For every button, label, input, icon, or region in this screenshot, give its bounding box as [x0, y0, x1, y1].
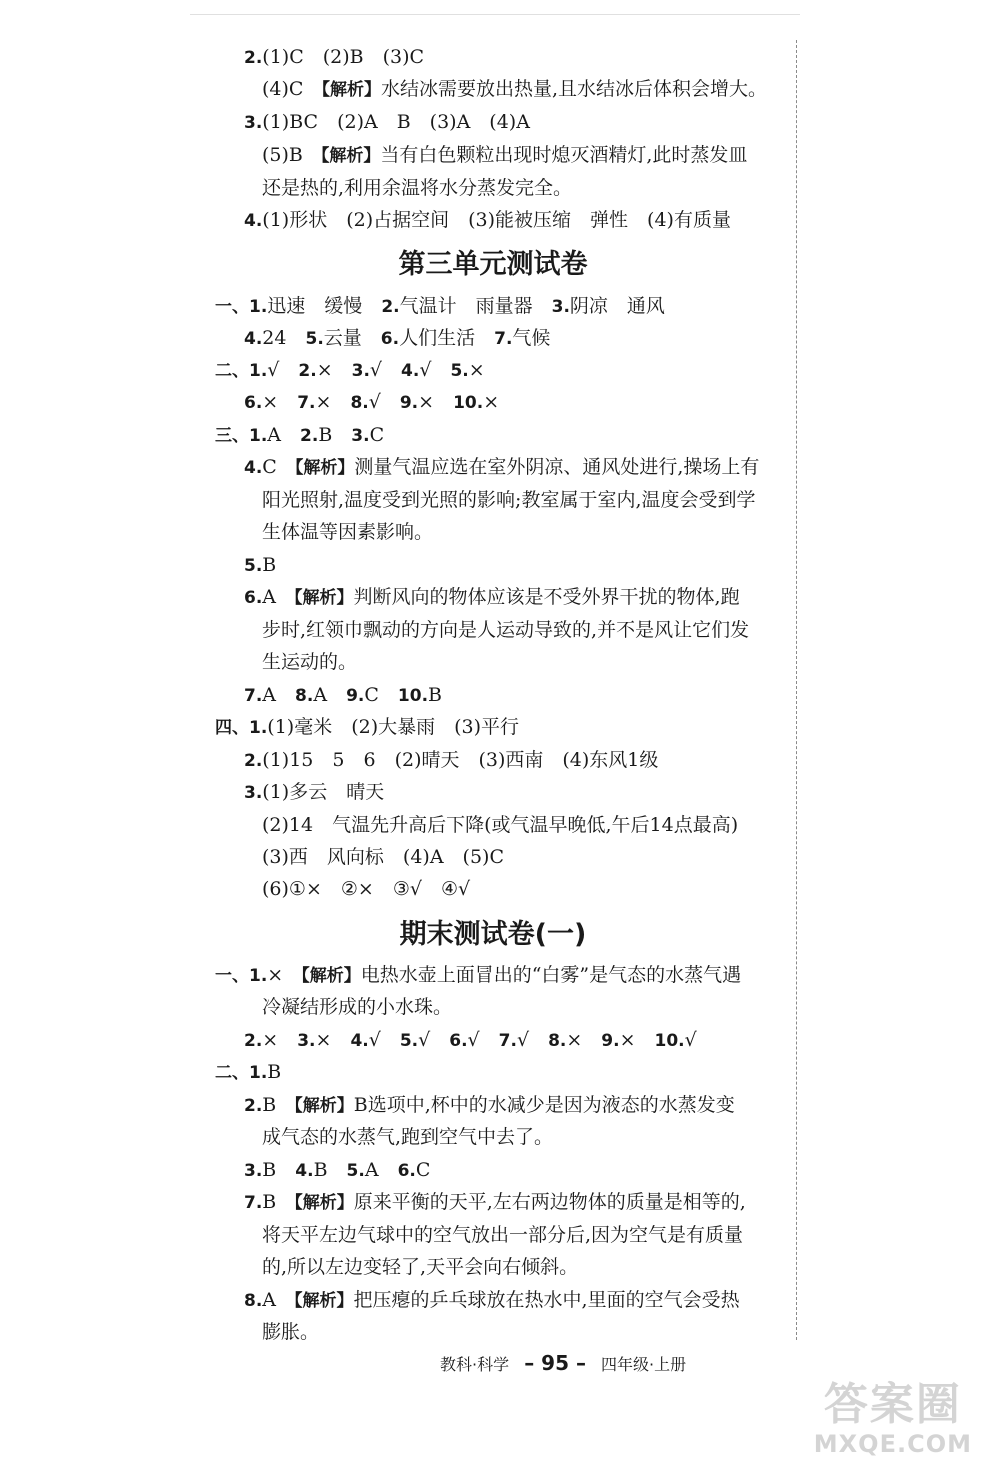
answer-text: √ — [368, 1029, 400, 1051]
answer-line — [244, 390, 499, 415]
answer-line — [244, 45, 424, 70]
answer-text: A — [262, 684, 296, 706]
analysis-text: 电热水壶上面冒出的“白雾”是气态的水蒸气遇 — [360, 964, 742, 986]
answer-text: √ — [516, 1029, 549, 1051]
question-number: 3. — [297, 1031, 316, 1051]
analysis-tag: 【解析】 — [292, 966, 361, 986]
answer-line — [262, 1125, 553, 1149]
question-number: 9. — [346, 686, 365, 706]
question-number: 7. — [244, 1193, 263, 1213]
answer-line — [262, 520, 433, 544]
analysis-text: B选项中,杯中的水减少是因为液态的水蒸发变 — [353, 1094, 735, 1116]
question-number: 8. — [350, 393, 369, 413]
answer-line — [262, 77, 767, 102]
answer-line — [262, 877, 470, 901]
answer-text: 成气态的水蒸气,跑到空气中去了。 — [262, 1126, 554, 1148]
answer-text: B — [262, 1094, 277, 1116]
answer-line — [262, 813, 738, 837]
section-heading: 期末测试卷(一) — [399, 919, 587, 950]
spacer — [303, 144, 313, 166]
answer-text: 气温计 雨量器 — [399, 295, 552, 317]
question-number: 6. — [244, 393, 263, 413]
answer-text: 生运动的。 — [262, 651, 358, 673]
answer-text: B — [313, 1159, 347, 1181]
answer-line — [244, 585, 740, 610]
answer-text: A — [262, 1289, 277, 1311]
answer-text: (4)C — [262, 78, 304, 100]
question-number: 6. — [397, 1161, 416, 1181]
question-number: 7. — [244, 686, 263, 706]
answer-text: A — [364, 1159, 398, 1181]
analysis-text: 水结冰需要放出热量,且水结冰后体积会增大。 — [380, 78, 767, 100]
question-number: 4. — [295, 1161, 314, 1181]
analysis-tag: 【解析】 — [286, 458, 355, 478]
question-number: 5. — [399, 1031, 419, 1051]
answer-text: 冷凝结形成的小水珠。 — [262, 996, 453, 1018]
section-number: 二、 — [215, 1063, 249, 1083]
answer-line — [244, 683, 442, 708]
answer-line — [244, 780, 384, 805]
spacer — [276, 586, 286, 608]
answer-text: 云量 — [323, 327, 381, 349]
answer-text: 迅速 缓慢 — [267, 295, 382, 317]
question-number: 7. — [494, 329, 513, 349]
answer-text: × — [267, 964, 284, 986]
answer-line — [244, 1028, 697, 1053]
answer-text: (1)BC (2)A B (3)A (4)A — [262, 111, 530, 133]
answer-line — [215, 358, 485, 383]
answer-line — [215, 423, 384, 448]
question-number: 5. — [346, 1161, 365, 1181]
answer-text: B — [262, 1159, 296, 1181]
question-number: 9. — [399, 393, 419, 413]
answer-line — [215, 294, 665, 319]
answer-line — [262, 488, 755, 512]
question-number: 6. — [449, 1031, 468, 1051]
question-number: 6. — [244, 588, 263, 608]
answer-text: A — [313, 684, 347, 706]
answer-line — [262, 618, 749, 642]
question-number: 10. — [397, 686, 429, 706]
question-number: 3. — [551, 297, 570, 317]
answer-line — [215, 715, 519, 740]
question-number: 2. — [381, 297, 400, 317]
answer-line — [262, 845, 504, 869]
answer-text: √ — [369, 359, 402, 381]
analysis-text: 当有白色颗粒出现时熄灭酒精灯,此时蒸发皿 — [380, 144, 748, 166]
answer-text: B — [262, 1191, 277, 1213]
analysis-tag: 【解析】 — [285, 1291, 354, 1311]
answer-text: 将天平左边气球中的空气放出一部分后,因为空气是有质量 — [262, 1224, 744, 1246]
answer-line — [244, 553, 276, 578]
answer-text: (3)西 风向标 (4)A (5)C — [262, 846, 504, 868]
answer-line — [262, 176, 572, 200]
spacer — [276, 1289, 286, 1311]
answer-text: √ — [368, 391, 400, 413]
spacer — [276, 1191, 286, 1213]
answer-line — [262, 650, 357, 674]
answer-line — [244, 1093, 735, 1118]
answer-text: C — [415, 1159, 431, 1181]
answer-text: 阴凉 通风 — [569, 295, 665, 317]
question-number: 1. — [249, 361, 268, 381]
question-number: 5. — [305, 329, 324, 349]
question-number: 3. — [351, 426, 370, 446]
question-number: 2. — [298, 361, 317, 381]
answer-text: A — [267, 424, 301, 446]
answer-text: B — [262, 554, 277, 576]
answer-text: B — [318, 424, 352, 446]
answer-line — [215, 1060, 281, 1085]
question-number: 3. — [244, 1161, 263, 1181]
page-footer — [440, 1352, 686, 1376]
question-number: 4. — [244, 458, 263, 478]
answer-line — [244, 208, 731, 233]
analysis-text: 原来平衡的天平,左右两边物体的质量是相等的, — [353, 1191, 746, 1213]
question-number: 3. — [244, 783, 263, 803]
watermark — [814, 1380, 972, 1458]
answer-text: (2)14 气温先升高后下降(或气温早晚低,午后14点最高) — [262, 814, 739, 836]
question-number: 5. — [244, 556, 263, 576]
answer-text: 的,所以左边变轻了,天平会向右倾斜。 — [262, 1256, 579, 1278]
answer-text: × — [483, 391, 500, 413]
answer-text: × — [418, 391, 454, 413]
answer-line — [244, 1190, 746, 1215]
answer-text: B — [428, 684, 442, 706]
answer-text: × — [262, 1029, 298, 1051]
answer-text: 膨胀。 — [262, 1321, 320, 1343]
answer-text: (1)多云 晴天 — [262, 781, 385, 803]
answer-line — [244, 748, 658, 773]
spacer — [303, 78, 313, 100]
answer-text: 阳光照射,温度受到光照的影响;教室属于室内,温度会受到学 — [262, 489, 756, 511]
answer-line — [244, 455, 759, 480]
answer-text: (1)毫米 (2)大暴雨 (3)平行 — [267, 716, 520, 738]
question-number: 5. — [450, 361, 469, 381]
answer-text: C — [364, 684, 398, 706]
answer-line — [215, 963, 741, 988]
answer-text: √ — [684, 1029, 697, 1051]
answer-line — [244, 326, 550, 351]
answer-text: × — [619, 1029, 655, 1051]
answer-text: (5)B — [262, 144, 303, 166]
column-divider — [796, 40, 797, 1340]
question-number: 4. — [401, 361, 420, 381]
answer-text: (1)C (2)B (3)C — [262, 46, 425, 68]
question-number: 9. — [601, 1031, 620, 1051]
answer-text: √ — [418, 1029, 450, 1051]
analysis-tag: 【解析】 — [312, 80, 381, 100]
question-number: 1. — [249, 1063, 268, 1083]
section-number: 二、 — [215, 361, 249, 381]
watermark-url: MXQE.COM — [813, 1430, 972, 1458]
question-number: 2. — [244, 751, 263, 771]
analysis-tag: 【解析】 — [285, 1096, 354, 1116]
answer-line — [244, 110, 530, 135]
question-number: 2. — [300, 426, 319, 446]
question-number: 1. — [249, 297, 268, 317]
spacer — [276, 1094, 286, 1116]
question-number: 4. — [350, 1031, 369, 1051]
question-number: 1. — [249, 718, 268, 738]
answer-line — [262, 143, 747, 168]
watermark-logo: 答案圈 — [823, 1379, 962, 1430]
answer-text: 气候 — [512, 327, 551, 349]
section-number: 四、 — [215, 718, 249, 738]
answer-line — [262, 1223, 743, 1247]
section-heading: 第三单元测试卷 — [398, 249, 588, 280]
answer-text: 还是热的,利用余温将水分蒸发完全。 — [262, 177, 573, 199]
answer-line — [262, 1255, 578, 1279]
question-number: 1. — [249, 426, 268, 446]
answer-text: C — [262, 456, 277, 478]
footer-subject: 教科·科学 — [440, 1355, 510, 1374]
answer-text: √ — [419, 359, 451, 381]
answer-text: 人们生活 — [399, 327, 495, 349]
answer-line — [262, 995, 452, 1019]
section-number: 一、 — [215, 966, 249, 986]
question-number: 7. — [498, 1031, 517, 1051]
section-number: 三、 — [215, 426, 249, 446]
answer-text: × — [262, 391, 298, 413]
answer-text: 生体温等因素影响。 — [262, 521, 434, 543]
answer-text: (6)①× ②× ③√ ④√ — [262, 878, 471, 900]
answer-text: 24 — [262, 327, 306, 349]
answer-text: B — [267, 1061, 282, 1083]
question-number: 10. — [453, 393, 484, 413]
question-number: 8. — [295, 686, 314, 706]
question-number: 7. — [297, 393, 316, 413]
answer-text: C — [369, 424, 385, 446]
answer-text: √ — [467, 1029, 499, 1051]
question-number: 3. — [244, 113, 263, 133]
analysis-text: 判断风向的物体应该是不受外界干扰的物体,跑 — [353, 586, 740, 608]
question-number: 2. — [244, 1096, 263, 1116]
analysis-tag: 【解析】 — [312, 146, 381, 166]
page-top-border — [190, 0, 800, 15]
question-number: 8. — [244, 1291, 263, 1311]
answer-text: × — [315, 391, 351, 413]
question-number: 6. — [380, 329, 400, 349]
question-number: 4. — [244, 329, 263, 349]
question-number: 1. — [249, 966, 268, 986]
analysis-tag: 【解析】 — [285, 1193, 354, 1213]
question-number: 2. — [244, 48, 263, 68]
analysis-text: 把压瘪的乒乓球放在热水中,里面的空气会受热 — [353, 1289, 740, 1311]
question-number: 4. — [244, 211, 263, 231]
answer-text: × — [468, 359, 485, 381]
answer-text: × — [566, 1029, 602, 1051]
question-number: 2. — [244, 1031, 263, 1051]
question-number: 10. — [654, 1031, 685, 1051]
question-number: 3. — [351, 361, 370, 381]
footer-grade: 四年级·上册 — [601, 1355, 687, 1374]
analysis-tag: 【解析】 — [285, 588, 354, 608]
answer-text: × — [315, 1029, 351, 1051]
answer-text: √ — [267, 359, 299, 381]
answer-text: 步时,红领巾飘动的方向是人运动导致的,并不是风让它们发 — [262, 619, 750, 641]
page-number: – 95 – — [524, 1351, 586, 1375]
analysis-text: 测量气温应选在室外阴凉、通风处进行,操场上有 — [354, 456, 760, 478]
spacer — [283, 964, 293, 986]
question-number: 8. — [548, 1031, 567, 1051]
answer-text: (1)形状 (2)占据空间 (3)能被压缩 弹性 (4)有质量 — [262, 209, 731, 231]
answer-text: A — [262, 586, 277, 608]
answer-line — [244, 1158, 430, 1183]
answer-line — [262, 1320, 319, 1344]
spacer — [277, 456, 287, 478]
answer-text: × — [316, 359, 352, 381]
section-number: 一、 — [215, 297, 249, 317]
answer-line — [244, 1288, 740, 1313]
answer-text: (1)15 5 6 (2)晴天 (3)西南 (4)东风1级 — [262, 749, 659, 771]
